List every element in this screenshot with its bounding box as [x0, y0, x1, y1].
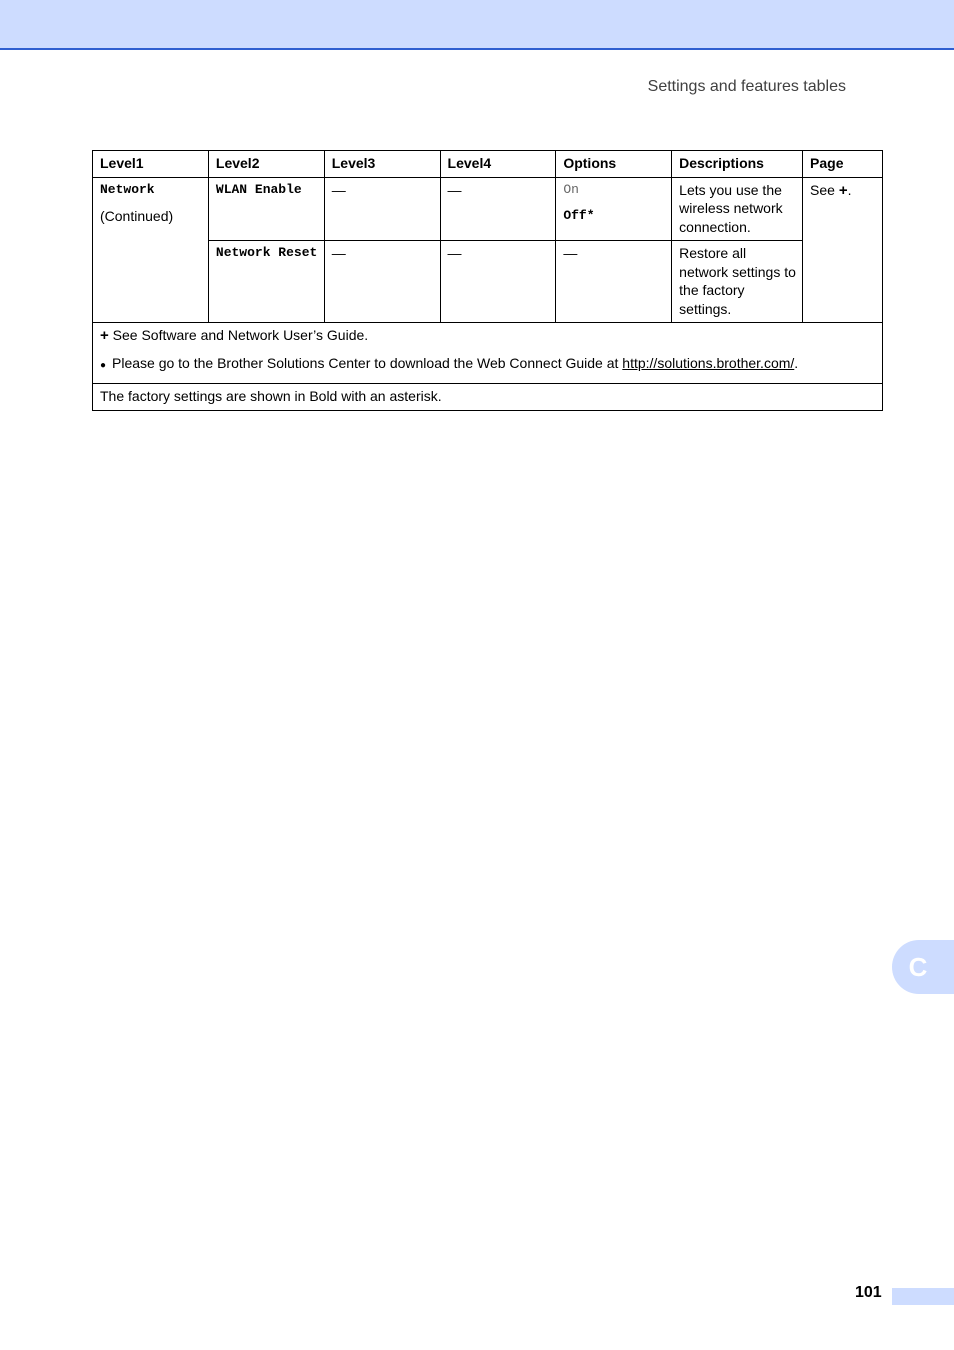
level2-network-reset: Network Reset	[208, 241, 324, 323]
footnote-plus	[100, 326, 876, 345]
level1-cell	[93, 177, 209, 323]
description-cell: Lets you use the wireless network connection.	[672, 177, 803, 241]
page-cell	[803, 177, 883, 323]
factory-note: The factory settings are shown in Bold with an asterisk.	[93, 384, 883, 411]
table-row	[93, 177, 883, 241]
description-cell: Restore all network settings to the factory settings.	[672, 241, 803, 323]
footnotes-cell	[93, 323, 883, 384]
column-header: Level3	[324, 151, 440, 178]
footnotes-row	[93, 323, 883, 384]
page-number: 101	[855, 1284, 882, 1301]
column-header: Level1	[93, 151, 209, 178]
footnote-suffix: .	[794, 355, 799, 371]
page-period: .	[847, 181, 852, 198]
settings-table	[92, 150, 883, 411]
running-title: Settings and features tables	[647, 78, 846, 95]
table-row	[93, 241, 883, 323]
footnote-bullet	[100, 354, 876, 375]
options-cell	[556, 177, 672, 241]
level4-cell: —	[440, 177, 556, 241]
footnote-text: Please go to the Brother Solutions Center to download the Web Connect Guide at	[112, 355, 623, 371]
level3-cell: —	[324, 241, 440, 323]
column-header: Level2	[208, 151, 324, 178]
continued-note: (Continued)	[100, 208, 174, 224]
header-band	[0, 0, 954, 50]
column-header: Options	[556, 151, 672, 178]
level4-cell: —	[440, 241, 556, 323]
page-see: See	[810, 181, 835, 198]
column-header: Page	[803, 151, 883, 178]
footnote-text: See Software and Network User’s Guide.	[112, 327, 369, 343]
level3-cell: —	[324, 177, 440, 241]
plus-icon: +	[100, 327, 109, 344]
options-cell: —	[556, 241, 672, 323]
factory-note-row	[93, 384, 883, 411]
bullet-icon: ●	[100, 360, 107, 371]
table-header-row	[93, 151, 883, 178]
option-on: On	[563, 181, 579, 197]
column-header: Level4	[440, 151, 556, 178]
solutions-link[interactable]: http://solutions.brother.com/	[622, 355, 795, 371]
level1-name: Network	[100, 181, 155, 197]
chapter-tab: C	[892, 940, 954, 994]
page-bar	[892, 1288, 954, 1305]
plus-reference-icon: +	[838, 181, 848, 199]
column-header: Descriptions	[672, 151, 803, 178]
option-off-default: Off*	[563, 208, 595, 223]
level2-wlan-enable: WLAN Enable	[208, 177, 324, 241]
